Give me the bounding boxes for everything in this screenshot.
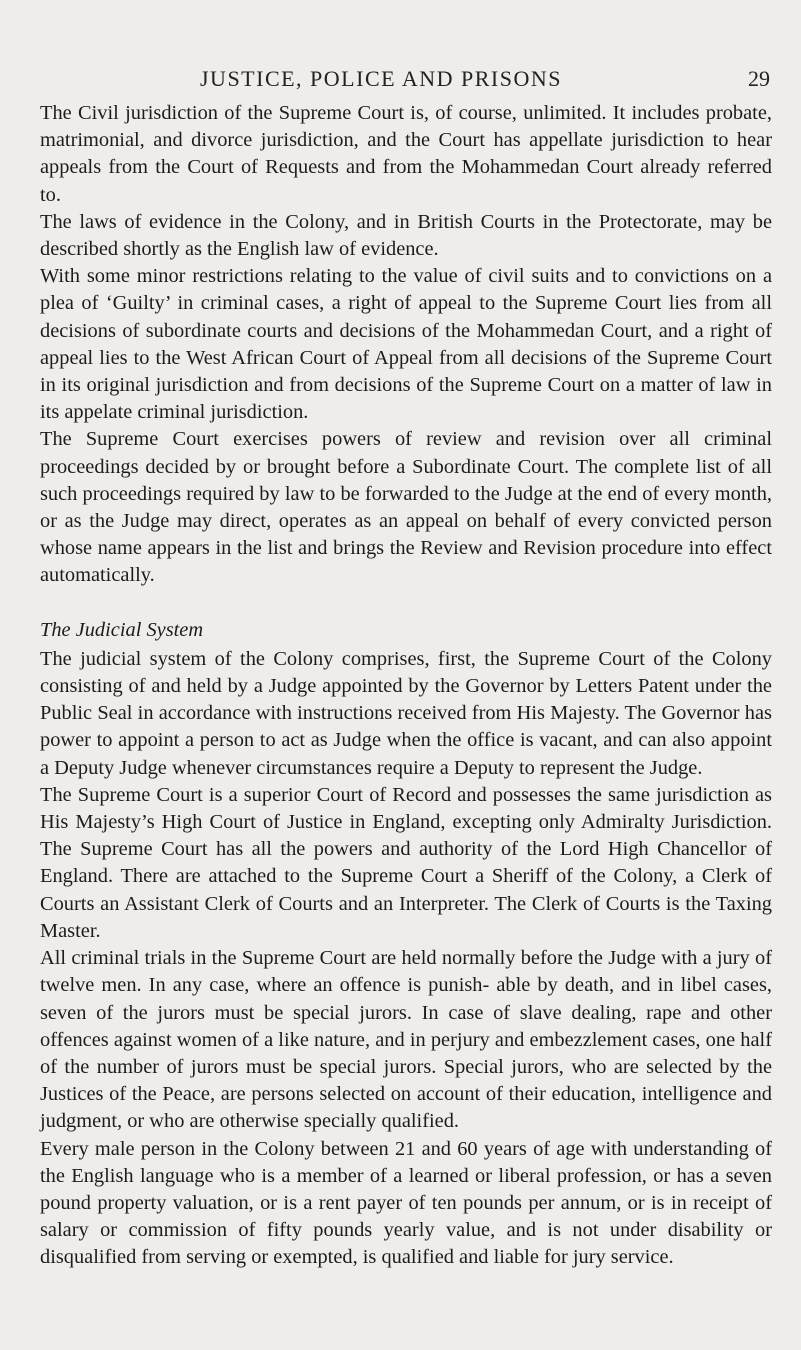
page-number: 29: [748, 66, 770, 91]
paragraph-criminal-trials: All criminal trials in the Supreme Court are held normally before the Judge with a jury of twelve men. In any case, where an offence is punish- able by death, and in libel cases, seven of the jurors must be special jurors. In case of slave dealing, rape and other offences against women of a like nature, and in perjury and embezzlement cases, one half of the number of jurors must be special jurors. Special jurors, who are selected by the Justices of the Peace, are persons selected on account of their education, intelligence and judgment, or who are otherwise specially qualified.: [40, 947, 772, 1133]
paragraph-judicial-system: The judicial system of the Colony comprises, first, the Supreme Court of the Colony consisting of and held by a Judge appointed by the Governor by Letters Patent under the Public Seal in accordance with instructions received from His Majesty. The Governor has power to appoint a person to act as Judge when the office is vacant, and can also appoint a Deputy Judge whenever circumstances require a Deputy to represent the Judge.: [40, 647, 772, 779]
paragraph-laws-of-evidence: The laws of evidence in the Colony, and in British Courts in the Protectorate, may be described shortly as the English law of evidence.: [40, 210, 772, 261]
page-header: [200, 66, 770, 96]
running-title: JUSTICE, POLICE AND PRISONS: [200, 66, 562, 91]
paragraph-review-and-revision: The Supreme Court exercises powers of review and revision over all criminal proceedings decided by or brought before a Subordinate Court. The complete list of all such proceedings required by law to be forwarded to the Judge at the end of every month, or as the Judge may direct, operates as an appeal on behalf of every convicted person whose name appears in the list and brings the Review and Revision procedure into effect automatically.: [40, 428, 772, 587]
paragraph-civil-jurisdiction: The Civil jurisdiction of the Supreme Court is, of course, unlimited. It includes probate, matrimonial, and divorce jurisdiction, and the Court has appellate jurisdiction to hear appeals from the Court of Requests and from the Mohammedan Court already referred to.: [40, 102, 772, 206]
section-heading: The Judicial System: [40, 618, 204, 641]
paragraph-jury-service: Every male person in the Colony between 21 and 60 years of age with understanding of the English language who is a member of a learned or liberal profession, or has a seven pound property valuation, or is a rent payer of ten pounds per annum, or is in receipt of salary or commission of fifty pounds yearly value, and is not under disability or disqualified from serving or exempted, is qualified and liable for jury service.: [40, 1137, 772, 1269]
body-text: [40, 100, 772, 1272]
paragraph-supreme-court-record: The Supreme Court is a superior Court of Record and possesses the same jurisdiction as His Majesty’s High Court of Justice in England, excepting only Admiralty Jurisdiction. The Supreme Court has all the powers and authority of the Lord High Chancellor of England. There are attached to the Supreme Court a Sheriff of the Colony, a Clerk of Courts an Assistant Clerk of Courts and an Interpreter. The Clerk of Courts is the Taxing Master.: [40, 783, 772, 942]
paragraph-right-of-appeal: With some minor restrictions relating to the value of civil suits and to convictions on a plea of ‘Guilty’ in criminal cases, a right of appeal to the Supreme Court lies from all decisions of subordinate courts and decisions of the Mohammedan Court, and a right of appeal lies to the West African Court of Appeal from all decisions of the Supreme Court in its original jurisdiction and from decisions of the Supreme Court on a matter of law in its appelate criminal jurisdiction.: [40, 265, 772, 424]
